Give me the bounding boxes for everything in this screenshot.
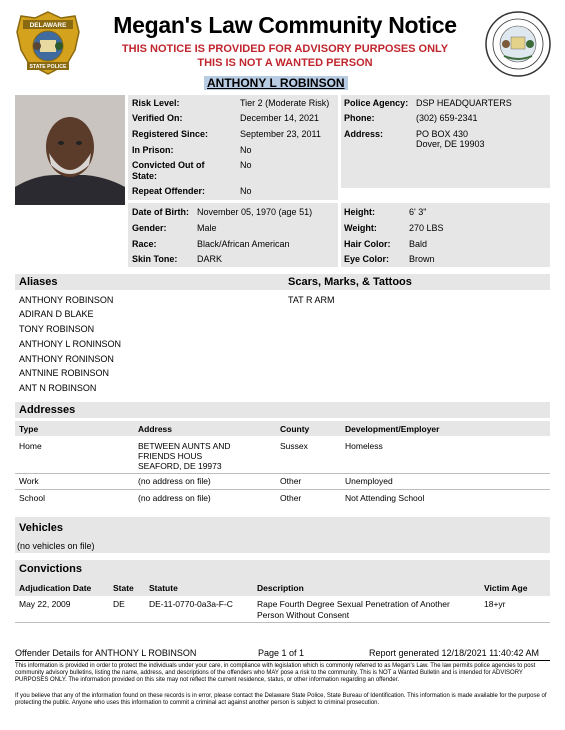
offender-photo <box>15 95 125 205</box>
conviction-statute: DE-11-0770-0a3a-F-C <box>149 599 233 609</box>
weight-value: 270 LBS <box>409 223 444 233</box>
footer-page: Page 1 of 1 <box>258 648 305 658</box>
in-prison-value: No <box>240 145 252 155</box>
col-county: County <box>280 424 310 434</box>
address-row-county: Other <box>280 493 302 503</box>
police-agency-value: DSP HEADQUARTERS <box>416 98 512 108</box>
verified-on-label: Verified On: <box>132 113 183 123</box>
address-row-county: Other <box>280 476 302 486</box>
height-value: 6' 3" <box>409 207 427 217</box>
address-row-type: Work <box>19 476 39 486</box>
footer-generated: Report generated 12/18/2021 11:40:42 AM <box>369 648 539 658</box>
address-line-1: PO BOX 430 <box>416 129 469 139</box>
skin-tone-label: Skin Tone: <box>132 254 178 264</box>
address-row-line1: (no address on file) <box>138 476 211 486</box>
address-row-line3: SEAFORD, DE 19973 <box>138 461 222 471</box>
col-employer: Development/Employer <box>345 424 440 434</box>
conviction-description-2: Person Without Consent <box>257 610 350 620</box>
vehicles-panel <box>15 517 550 553</box>
conviction-description-1: Rape Fourth Degree Sexual Penetration of Another <box>257 599 450 609</box>
in-prison-label: In Prison: <box>132 145 174 155</box>
verified-on-value: December 14, 2021 <box>240 113 320 123</box>
addresses-title: Addresses <box>19 404 76 416</box>
repeat-offender-value: No <box>240 186 252 196</box>
height-label: Height: <box>344 207 375 217</box>
delaware-state-police-badge <box>13 10 83 76</box>
address-row-type: School <box>19 493 45 503</box>
skin-tone-value: DARK <box>197 254 223 264</box>
address-row-line1: BETWEEN AUNTS AND <box>138 441 231 451</box>
phone-value: (302) 659-2341 <box>416 113 478 123</box>
vehicles-title: Vehicles <box>19 522 64 534</box>
addresses-header-bar <box>15 402 550 418</box>
badge-text-bottom: STATE POLICE <box>29 64 67 70</box>
address-row-line2: FRIENDS HOUS <box>138 451 203 461</box>
dob-value: November 05, 1970 (age 51) <box>197 207 313 217</box>
advisory-line-1: THIS NOTICE IS PROVIDED FOR ADVISORY PURPOSES ONLY <box>121 43 449 55</box>
address-label: Address: <box>344 129 384 139</box>
eye-color-value: Brown <box>409 254 435 264</box>
race-label: Race: <box>132 239 157 249</box>
address-row-employer: Homeless <box>345 441 383 451</box>
disclaimer-1: This information is provided in order to protect the individuals under your care, in compliance with legislation which is commonly referred to as Megan's Law. The law permits police agencies to post community advisory bulletins, listing the name, address, and descriptions of the offenders who MAY pose a risk to the community. This is NOT a Wanted Bulletin and is intended for ADVISORY PURPOSES ONLY. The information provided on this site may not reflect the current residence, status, or other information regarding an offender. <box>15 663 536 683</box>
alias-item: ADIRAN D BLAKE <box>19 309 94 319</box>
hair-color-label: Hair Color: <box>344 239 391 249</box>
col-description: Description <box>257 583 304 593</box>
address-row-county: Sussex <box>280 441 308 451</box>
conviction-state: DE <box>113 599 125 609</box>
risk-level-value: Tier 2 (Moderate Risk) <box>240 98 330 108</box>
col-victim-age: Victim Age <box>484 583 528 593</box>
col-adjudication-date: Adjudication Date <box>19 583 92 593</box>
race-value: Black/African American <box>197 239 290 249</box>
weight-label: Weight: <box>344 223 377 233</box>
gender-label: Gender: <box>132 223 167 233</box>
scar-item: TAT R ARM <box>288 295 335 305</box>
col-statute: Statute <box>149 583 178 593</box>
address-row-line1: (no address on file) <box>138 493 211 503</box>
alias-item: ANTHONY ROBINSON <box>19 295 114 305</box>
alias-item: ANTNINE ROBINSON <box>19 368 110 378</box>
col-address: Address <box>138 424 173 434</box>
conviction-date: May 22, 2009 <box>19 599 71 609</box>
alias-item: ANT N ROBINSON <box>19 383 97 393</box>
disclaimer-2: If you believe that any of the information found on these records is in error, please contact the Delaware State Police, State Bureau of Identification. This information is made available for the purpose of protecting the public. Anyone who uses this information to commit a criminal act against another person is subject to criminal prosecution. <box>15 693 547 706</box>
convicted-out-label-2: State: <box>132 171 158 181</box>
phone-label: Phone: <box>344 113 375 123</box>
repeat-offender-label: Repeat Offender: <box>132 186 206 196</box>
scars-title: Scars, Marks, & Tattoos <box>288 276 412 288</box>
address-row-employer: Not Attending School <box>345 493 425 503</box>
footer-details: Offender Details for ANTHONY L ROBINSON <box>15 648 197 658</box>
registered-since-label: Registered Since: <box>132 129 209 139</box>
page-title: Megan's Law Community Notice <box>113 12 457 38</box>
registered-since-value: September 23, 2011 <box>240 129 321 139</box>
dob-label: Date of Birth: <box>132 207 189 217</box>
aliases-title: Aliases <box>19 276 58 288</box>
offender-name: ANTHONY L ROBINSON <box>204 76 348 90</box>
advisory-line-2: THIS IS NOT A WANTED PERSON <box>197 57 373 69</box>
alias-item: ANTHONY RONINSON <box>19 354 114 364</box>
gender-value: Male <box>197 223 217 233</box>
row-divider <box>15 473 550 474</box>
convicted-out-label-1: Convicted Out of <box>132 160 205 170</box>
risk-level-label: Risk Level: <box>132 98 180 108</box>
row-divider <box>15 622 550 623</box>
alias-item: TONY ROBINSON <box>19 324 95 334</box>
footer-rule <box>15 660 550 661</box>
row-divider <box>15 489 550 490</box>
hair-color-value: Bald <box>409 239 428 249</box>
alias-item: ANTHONY L RONINSON <box>19 339 122 349</box>
aliases-header-bar <box>15 274 550 290</box>
address-row-type: Home <box>19 441 42 451</box>
convictions-title: Convictions <box>19 563 82 575</box>
eye-color-label: Eye Color: <box>344 254 390 264</box>
badge-text-top: DELAWARE <box>29 22 67 29</box>
col-type: Type <box>19 424 39 434</box>
conviction-victim-age: 18+yr <box>484 599 506 609</box>
col-state: State <box>113 583 134 593</box>
vehicles-empty: (no vehicles on file) <box>17 541 95 551</box>
address-row-employer: Unemployed <box>345 476 393 486</box>
convicted-out-value: No <box>240 160 252 170</box>
police-agency-label: Police Agency: <box>344 98 409 108</box>
delaware-state-seal <box>484 10 552 78</box>
address-line-2: Dover, DE 19903 <box>416 139 485 149</box>
